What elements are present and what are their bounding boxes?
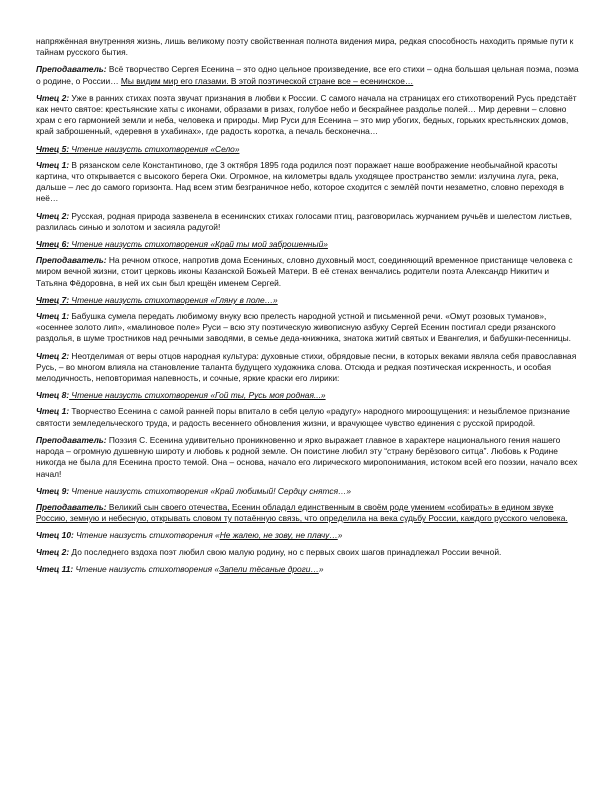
- paragraph-text: Творчество Есенина с самой ранней поры впитало в себя целую «радугу» народного мироощущения: и незыблемое признание святости земледельческого труда, и радость весеннего обновления жизни, и врачующее чувство единения с русской природой.: [36, 406, 570, 428]
- poem-title: Не жалею, не зову, не плачу…: [219, 530, 338, 541]
- reading-line-7: [36, 295, 580, 306]
- paragraph-text: На речном откосе, напротив дома Есениных, словно духовный мост, соединяющий временное пристанище человека с миром вечной жизни, стоит церковь иконы Казанской Божьей Матери. В её стенах венчались родители поэта Александр Никитич и Татьяна Фёдоровна, в ней их сын был крещён именем Сергей.: [36, 255, 573, 288]
- document-page: [36, 36, 580, 580]
- reading-line-9: [36, 486, 580, 497]
- speaker-label: Чтец 7:: [36, 294, 70, 305]
- paragraph-text: напряжённая внутренняя жизнь, лишь великому поэту свойственная полнота видения мира, редкая способность находить прямые пути к тайнам русского бытия.: [36, 36, 574, 58]
- speaker-label: Чтец 2:: [36, 350, 70, 361]
- paragraph-reader-1c: [36, 406, 580, 428]
- speaker-label: Преподаватель:: [36, 434, 107, 445]
- speaker-label: Чтец 2:: [36, 546, 70, 557]
- speaker-label: Чтец 2:: [36, 210, 70, 221]
- paragraph-teacher-2: [36, 255, 580, 289]
- reading-line-8: [36, 390, 580, 401]
- speaker-label: Чтец 5:: [36, 143, 70, 154]
- speaker-label: Чтец 9:: [36, 485, 70, 496]
- paragraph-reader-1a: [36, 160, 580, 205]
- paragraph-intro: [36, 36, 580, 58]
- speaker-label: Чтец 1:: [36, 406, 70, 417]
- reading-line-5: [36, 144, 580, 155]
- reading-text: Чтение наизусть стихотворения «Гляну в поле…»: [69, 294, 278, 305]
- speaker-label: Чтец 2:: [36, 92, 70, 103]
- speaker-label: Преподаватель:: [36, 501, 107, 512]
- speaker-label: Чтец 10:: [36, 530, 74, 541]
- reading-text: Чтение наизусть стихотворения «Гой ты, Русь моя родная...»: [69, 390, 326, 401]
- paragraph-reader-1b: [36, 311, 580, 345]
- speaker-label: Преподаватель:: [36, 64, 107, 75]
- paragraph-text: В рязанском селе Константиново, где 3 октября 1895 года родился поэт поражает наше воображение необычайной красоты картина, что открывается с высокого берега Оки. Огромное, на километры вдаль уходящее пространство земли: излучина луга, река, дальше – лес до самого горизонта. Над всем этим безграничное небо, которое сходится с землёй почти незаметно, словно переходя в неё…: [36, 159, 564, 204]
- reading-tail: »: [318, 563, 324, 574]
- reading-text: Чтение наизусть стихотворения «Село»: [69, 143, 240, 154]
- paragraph-text: Бабушка сумела передать любимому внуку всю прелесть народной устной и письменной речи. «Омут розовых туманов», «осеннее золото лип», «малиновое поле» Руси – всю эту поэтическую живописную азбуку Сергей Есенин постигал среди рязанского раздолья, в шуме тростников над речными заводями, в семье деда-книжника, знатока житий святых и Евангелия, и бабушки-песенницы.: [36, 311, 571, 344]
- reading-text: Чтение наизусть стихотворения «Край любимый! Сердцу снятся…»: [69, 485, 352, 496]
- paragraph-text: До последнего вздоха поэт любил свою малую родину, но с первых своих шагов принадлежал России вечной.: [69, 546, 502, 557]
- speaker-label: Чтец 8:: [36, 390, 70, 401]
- reading-text: Чтение наизусть стихотворения «: [73, 563, 220, 574]
- reading-tail: »: [337, 530, 343, 541]
- paragraph-reader-2c: [36, 351, 580, 385]
- speaker-label: Чтец 11:: [36, 563, 74, 574]
- reading-line-6: [36, 239, 580, 250]
- paragraph-text: Неотделимая от веры отцов народная культура: духовные стихи, обрядовые песни, в которых веками являла себя православная Русь, – во многом влияла на становление таланта будущего художника слова. Отсюда и редкая поэтическая искренность, и особая мелодичность, неповторимая напевность, и сочные, яркие краски его лирики:: [36, 350, 577, 384]
- reading-text: Чтение наизусть стихотворения «Край ты мой заброшенный»: [69, 239, 328, 250]
- underlined-text: Мы видим мир его глазами. В этой поэтической стране все – есенинское…: [120, 75, 414, 86]
- speaker-label: Чтец 6:: [36, 239, 70, 250]
- paragraph-text: Русская, родная природа зазвенела в есенинских стихах голосами птиц, разговорилась журчанием ручьёв и шелестом листьев, разлилась синью и золотом и засияла радугой!: [36, 210, 572, 232]
- poem-title: Запели тёсаные дроги…: [219, 563, 319, 574]
- paragraph-text: Всё творчество Сергея Есенина – это одно цельное произведение, все его стихи – одна большая цельная поэма, поэма о родине, о России…: [36, 64, 579, 86]
- paragraph-teacher-3: [36, 435, 580, 480]
- paragraph-text: Поэзия С. Есенина удивительно проникновенно и ярко выражает главное в характере национального гения нашего народа – огромную душевную широту и любовь к родной земле. Он поистине любил эту “страну берёзового ситца”. Любовь к Родине никогда не была для Есенина просто темой. Она – основа, начало его лирического миропонимания, истоком всей его поэзии, начало всех начал!: [36, 434, 578, 479]
- paragraph-reader-2a: [36, 93, 580, 138]
- paragraph-reader-2b: [36, 211, 580, 233]
- paragraph-reader-2d: [36, 547, 580, 558]
- paragraph-text: Великий сын своего отечества, Есенин обладал единственным в своём роде умением «собирать» в едином звуке Россию, земную и небесную, открывать словом ту потаённую связь, что определила на века судьбу России, каждого русского человека.: [36, 501, 568, 524]
- speaker-label: Преподаватель:: [36, 255, 107, 266]
- paragraph-text: Уже в ранних стихах поэта звучат признания в любви к России. С самого начала на страницах его стихотворений Русь предстаёт как нечто святое: крестьянские хаты с иконами, образами в ризах, голубое небо и бескрайнее раздолье полей… Мир деревни – словно храм с его гармонией земли и неба, человека и природы. Мир Руси для Есенина – это мир убогих, бедных, горьких крестьянских домов, край заброшенный, «деревня в ухабинах», где радость коротка, а печаль бесконечна…: [36, 92, 577, 137]
- reading-text: Чтение наизусть стихотворения «: [73, 530, 220, 541]
- reading-line-11: [36, 564, 580, 575]
- speaker-label: Чтец 1:: [36, 159, 70, 170]
- speaker-label: Чтец 1:: [36, 311, 70, 322]
- paragraph-teacher-1: [36, 64, 580, 86]
- paragraph-teacher-4: [36, 502, 580, 524]
- reading-line-10: [36, 530, 580, 541]
